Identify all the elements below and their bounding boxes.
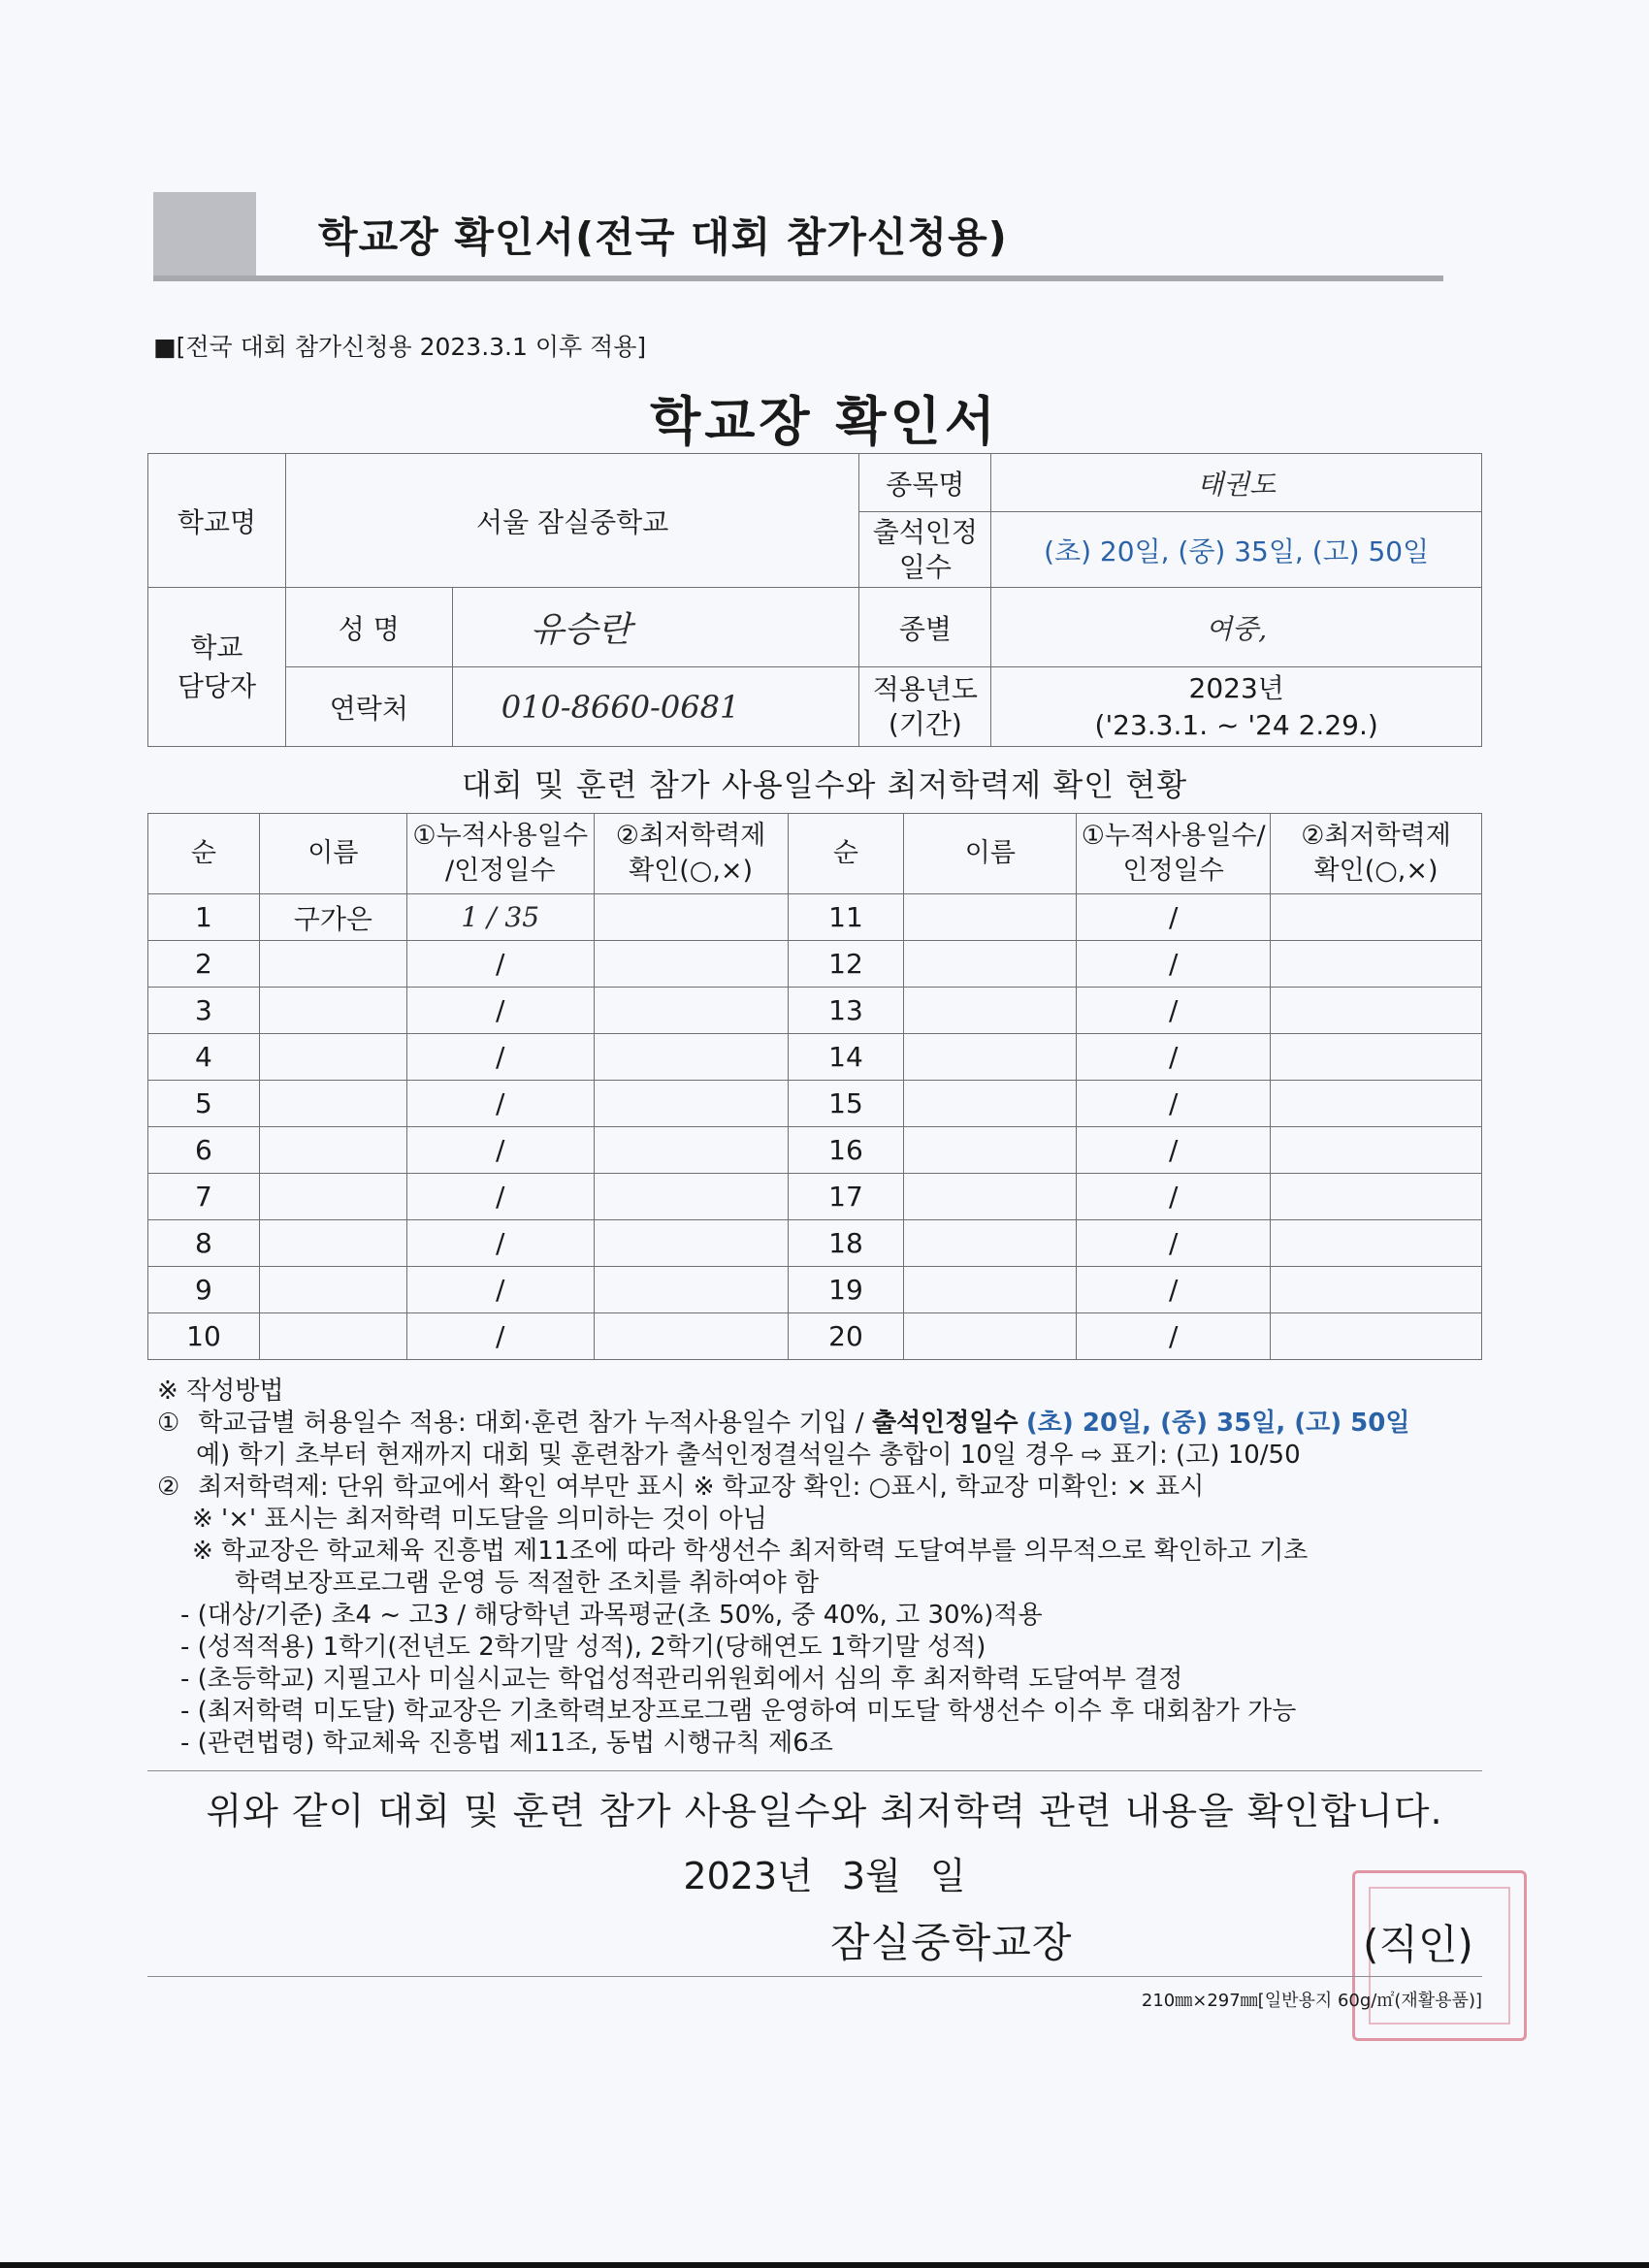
row-no-left: 5 <box>148 1081 260 1127</box>
row-days-left: / <box>406 1127 594 1174</box>
table-row <box>148 894 1482 941</box>
table-row <box>148 988 1482 1034</box>
table-row <box>148 1313 1482 1360</box>
table-row <box>148 1127 1482 1174</box>
table-row <box>148 1034 1482 1081</box>
row-name-left <box>259 1081 406 1127</box>
row-check-right <box>1271 1220 1482 1267</box>
bullet-5: - (관련법령) 학교체육 진흥법 제11조, 동법 시행규칙 제6조 <box>180 1729 833 1758</box>
header-title: 학교장 확인서(전국 대회 참가신청용) <box>318 213 1008 261</box>
row-check-right <box>1271 1081 1482 1127</box>
row-name-left <box>259 1034 406 1081</box>
info-table <box>147 453 1482 747</box>
row-name-left: 구가은 <box>259 894 406 941</box>
contact-label: 연락처 <box>285 667 452 747</box>
row-no-left: 6 <box>148 1127 260 1174</box>
row-check-right <box>1271 894 1482 941</box>
row-days-left: / <box>406 1034 594 1081</box>
school-value: 서울 잠실중학교 <box>285 454 859 588</box>
row-no-right: 20 <box>788 1313 904 1360</box>
row-no-right: 15 <box>788 1081 904 1127</box>
notice-line: ■[전국 대회 참가신청용 2023.3.1 이후 적용] <box>153 333 647 361</box>
roster-header-row <box>148 814 1482 894</box>
row-no-right: 14 <box>788 1034 904 1081</box>
header-gray-block <box>153 192 256 277</box>
row-name-right <box>904 1127 1077 1174</box>
row-name-right <box>904 1267 1077 1313</box>
row-check-left <box>594 1267 788 1313</box>
row-no-left: 2 <box>148 941 260 988</box>
row-no-right: 18 <box>788 1220 904 1267</box>
row-days-right: / <box>1077 1267 1271 1313</box>
row-check-left <box>594 1127 788 1174</box>
note-2-sub1: ※ '×' 표시는 최저학력 미도달을 의미하는 것이 아님 <box>192 1505 767 1534</box>
section-title: 대회 및 훈련 참가 사용일수와 최저학력제 확인 현황 <box>461 766 1188 803</box>
row-no-right: 13 <box>788 988 904 1034</box>
note-1-mark: ① <box>157 1409 180 1438</box>
row-no-left: 8 <box>148 1220 260 1267</box>
row-name-left <box>259 1313 406 1360</box>
row-days-right: / <box>1077 1127 1271 1174</box>
row-check-right <box>1271 941 1482 988</box>
note-2-sub2b: 학력보장프로그램 운영 등 적절한 조치를 취하여야 함 <box>235 1569 820 1598</box>
scan-edge-bar <box>0 2262 1649 2268</box>
table-row <box>148 1220 1482 1267</box>
name-label: 성 명 <box>285 588 452 667</box>
school-label: 학교명 <box>148 454 286 588</box>
paper-spec: 210㎜×297㎜[일반용지 60g/㎡(재활용품)] <box>1141 1991 1482 2011</box>
table-row <box>148 941 1482 988</box>
header-no-right: 순 <box>788 814 904 894</box>
instructions-heading: ※ 작성방법 <box>157 1377 284 1406</box>
roster-table <box>147 813 1482 1360</box>
category-value: 여중, <box>991 588 1482 667</box>
year-value: 2023년 <box>1188 671 1284 704</box>
bullet-1: - (대상/기준) 초4 ~ 고3 / 해당학년 과목평균(초 50%, 중 40%, 고 30%)적용 <box>180 1601 1043 1630</box>
row-no-right: 12 <box>788 941 904 988</box>
header-name-left: 이름 <box>259 814 406 894</box>
year-label: 적용년도 (기간) <box>859 667 991 747</box>
row-name-right <box>904 1081 1077 1127</box>
row-check-right <box>1271 988 1482 1034</box>
table-row <box>148 1174 1482 1220</box>
note-1-bold: 출석인정일수 <box>871 1409 1018 1438</box>
row-name-left <box>259 1127 406 1174</box>
row-check-left <box>594 894 788 941</box>
event-label: 종목명 <box>859 454 991 512</box>
bullet-2: - (성적적용) 1학기(전년도 2학기말 성적), 2학기(당해연도 1학기말 성적) <box>180 1633 986 1662</box>
table-row <box>148 1267 1482 1313</box>
row-days-left: / <box>406 1220 594 1267</box>
row-check-left <box>594 1313 788 1360</box>
row-days-left: / <box>406 941 594 988</box>
row-days-left: / <box>406 1081 594 1127</box>
signature-date: 2023년 3월 일 <box>683 1855 966 1897</box>
row-days-left: 1 / 35 <box>406 894 594 941</box>
row-no-right: 11 <box>788 894 904 941</box>
period-value: ('23.3.1. ~ '24 2.29.) <box>1094 708 1378 741</box>
row-name-right <box>904 1034 1077 1081</box>
staff-label: 학교 담당자 <box>148 588 286 747</box>
row-days-right: / <box>1077 1034 1271 1081</box>
category-label: 종별 <box>859 588 991 667</box>
row-days-right: / <box>1077 1313 1271 1360</box>
bottom-rule <box>147 1976 1482 1977</box>
row-name-left <box>259 1220 406 1267</box>
row-days-right: / <box>1077 894 1271 941</box>
bullet-3: - (초등학교) 지필고사 미실시교는 학업성적관리위원회에서 심의 후 최저학력 도달여부 결정 <box>180 1665 1183 1694</box>
row-check-left <box>594 1081 788 1127</box>
year-cell <box>991 667 1482 747</box>
bullet-4: - (최저학력 미도달) 학교장은 기초학력보장프로그램 운영하여 미도달 학생선수 이수 후 대회참가 가능 <box>180 1697 1297 1726</box>
header-check-right: ②최저학력제 확인(○,×) <box>1271 814 1482 894</box>
row-check-right <box>1271 1034 1482 1081</box>
seal-label: (직인) <box>1363 1921 1473 1968</box>
row-no-left: 10 <box>148 1313 260 1360</box>
note-1-example: 예) 학기 초부터 현재까지 대회 및 훈련참가 출석인정결석일수 총합이 10일 경우 ⇨ 표기: (고) 10/50 <box>196 1441 1301 1470</box>
row-days-left: / <box>406 1313 594 1360</box>
row-name-left <box>259 988 406 1034</box>
row-check-left <box>594 941 788 988</box>
row-no-left: 7 <box>148 1174 260 1220</box>
table-row <box>148 1081 1482 1127</box>
row-no-right: 16 <box>788 1127 904 1174</box>
header-days-left: ①누적사용일수 /인정일수 <box>406 814 594 894</box>
row-check-left <box>594 1034 788 1081</box>
row-name-right <box>904 1174 1077 1220</box>
footer-rule <box>147 1770 1482 1771</box>
row-no-left: 3 <box>148 988 260 1034</box>
row-days-right: / <box>1077 1081 1271 1127</box>
note-2-sub2a: ※ 학교장은 학교체육 진흥법 제11조에 따라 학생선수 최저학력 도달여부를 의무적으로 확인하고 기초 <box>192 1537 1309 1566</box>
instructions <box>157 1376 1496 1760</box>
row-name-right <box>904 941 1077 988</box>
row-no-left: 9 <box>148 1267 260 1313</box>
row-no-left: 4 <box>148 1034 260 1081</box>
header-days-right: ①누적사용일수/ 인정일수 <box>1077 814 1271 894</box>
row-check-left <box>594 988 788 1034</box>
note-1-text: 학교급별 허용일수 적용: 대회·훈련 참가 누적사용일수 기입 / <box>198 1409 864 1438</box>
row-days-left: / <box>406 1174 594 1220</box>
attendance-label: 출석인정 일수 <box>859 512 991 588</box>
row-name-right <box>904 1313 1077 1360</box>
header-check-left: ②최저학력제 확인(○,×) <box>594 814 788 894</box>
row-days-right: / <box>1077 1174 1271 1220</box>
note-1-blue: (초) 20일, (중) 35일, (고) 50일 <box>1025 1409 1410 1438</box>
note-2-text: 최저학력제: 단위 학교에서 확인 여부만 표시 ※ 학교장 확인: ○표시, 학교장 미확인: × 표시 <box>198 1473 1205 1502</box>
attendance-value: (초) 20일, (중) 35일, (고) 50일 <box>991 512 1482 588</box>
note-1 <box>157 1408 1496 1440</box>
row-check-left <box>594 1174 788 1220</box>
row-no-right: 17 <box>788 1174 904 1220</box>
row-name-right <box>904 1220 1077 1267</box>
note-2-mark: ② <box>157 1473 180 1502</box>
row-days-right: / <box>1077 988 1271 1034</box>
row-check-right <box>1271 1174 1482 1220</box>
header-rule <box>153 275 1443 281</box>
row-days-right: / <box>1077 1220 1271 1267</box>
row-no-left: 1 <box>148 894 260 941</box>
row-name-left <box>259 1267 406 1313</box>
row-days-left: / <box>406 1267 594 1313</box>
row-name-left <box>259 1174 406 1220</box>
row-check-right <box>1271 1313 1482 1360</box>
row-name-right <box>904 894 1077 941</box>
row-check-left <box>594 1220 788 1267</box>
row-days-left: / <box>406 988 594 1034</box>
row-name-left <box>259 941 406 988</box>
row-check-right <box>1271 1267 1482 1313</box>
contact-value: 010-8660-0681 <box>452 667 859 747</box>
name-value: 유승란 <box>452 588 859 667</box>
event-value: 태권도 <box>991 454 1482 512</box>
confirmation-statement: 위와 같이 대회 및 훈련 참가 사용일수와 최저학력 관련 내용을 확인합니다. <box>206 1790 1443 1832</box>
row-days-right: / <box>1077 941 1271 988</box>
header-name-right: 이름 <box>904 814 1077 894</box>
row-name-right <box>904 988 1077 1034</box>
document-title: 학교장 확인서 <box>650 391 999 452</box>
header-no-left: 순 <box>148 814 260 894</box>
principal-title: 잠실중학교장 <box>830 1919 1073 1966</box>
row-check-right <box>1271 1127 1482 1174</box>
row-no-right: 19 <box>788 1267 904 1313</box>
note-2 <box>157 1472 1496 1504</box>
